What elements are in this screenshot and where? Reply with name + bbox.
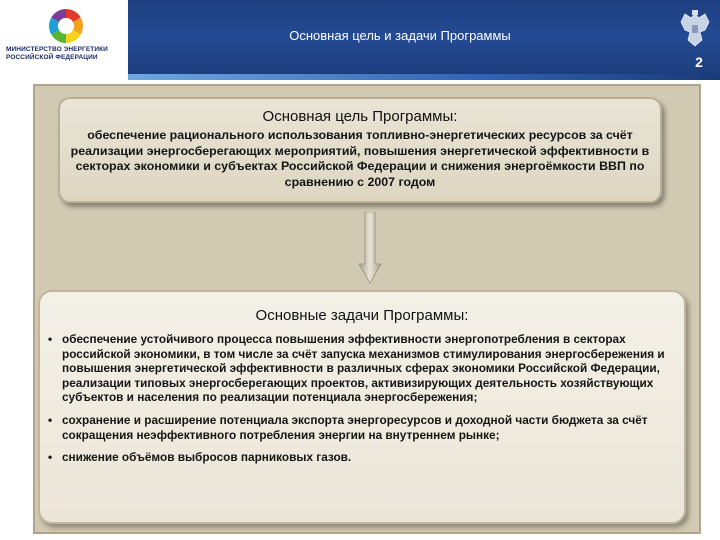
- goal-title: Основная цель Программы:: [262, 108, 458, 125]
- ministry-logo-icon: [8, 4, 128, 78]
- tasks-title: Основные задачи Программы:: [255, 307, 469, 324]
- slide-title: Основная цель и задачи Программы: [289, 28, 511, 43]
- eagle-emblem-icon: [678, 8, 712, 48]
- tasks-list: [46, 332, 674, 473]
- goal-text: обеспечение рационального использования топливно-энергетических ресурсов за счёт реализации энергосберегающих мероприятий, повышения энергетической эффективности в секторах экономики и субъектах Российской Федерации и снижения энергоёмкости ВВП по сравнению с 2007 годом: [70, 128, 650, 189]
- page-number: 2: [695, 54, 703, 70]
- slide-header: [0, 0, 720, 82]
- logo-caption: МИНИСТЕРСТВО ЭНЕРГЕТИКИ РОССИЙСКОЙ ФЕДЕРАЦИИ: [6, 46, 108, 61]
- list-item: • сохранение и расширение потенциала экспорта энергоресурсов и доходной части бюджета за счёт сокращения неэффективного потребления энергии на внутреннем рынке;: [46, 413, 674, 442]
- down-arrow-icon: [358, 212, 382, 284]
- list-item: • обеспечение устойчивого процесса повышения эффективности энергопотребления в секторах российской экономики, в том числе за счёт запуска механизмов стимулирования энергосбережения и повышения энергетической эффективности в различных сферах экономики Российской Федерации, реализации типовых энергосберегающих проектов, активизирующих деятельность хозяйствующих субъектов и населения по реализации потенциала энергосбережения;: [46, 332, 674, 405]
- list-item: • снижение объёмов выбросов парниковых газов.: [46, 450, 674, 465]
